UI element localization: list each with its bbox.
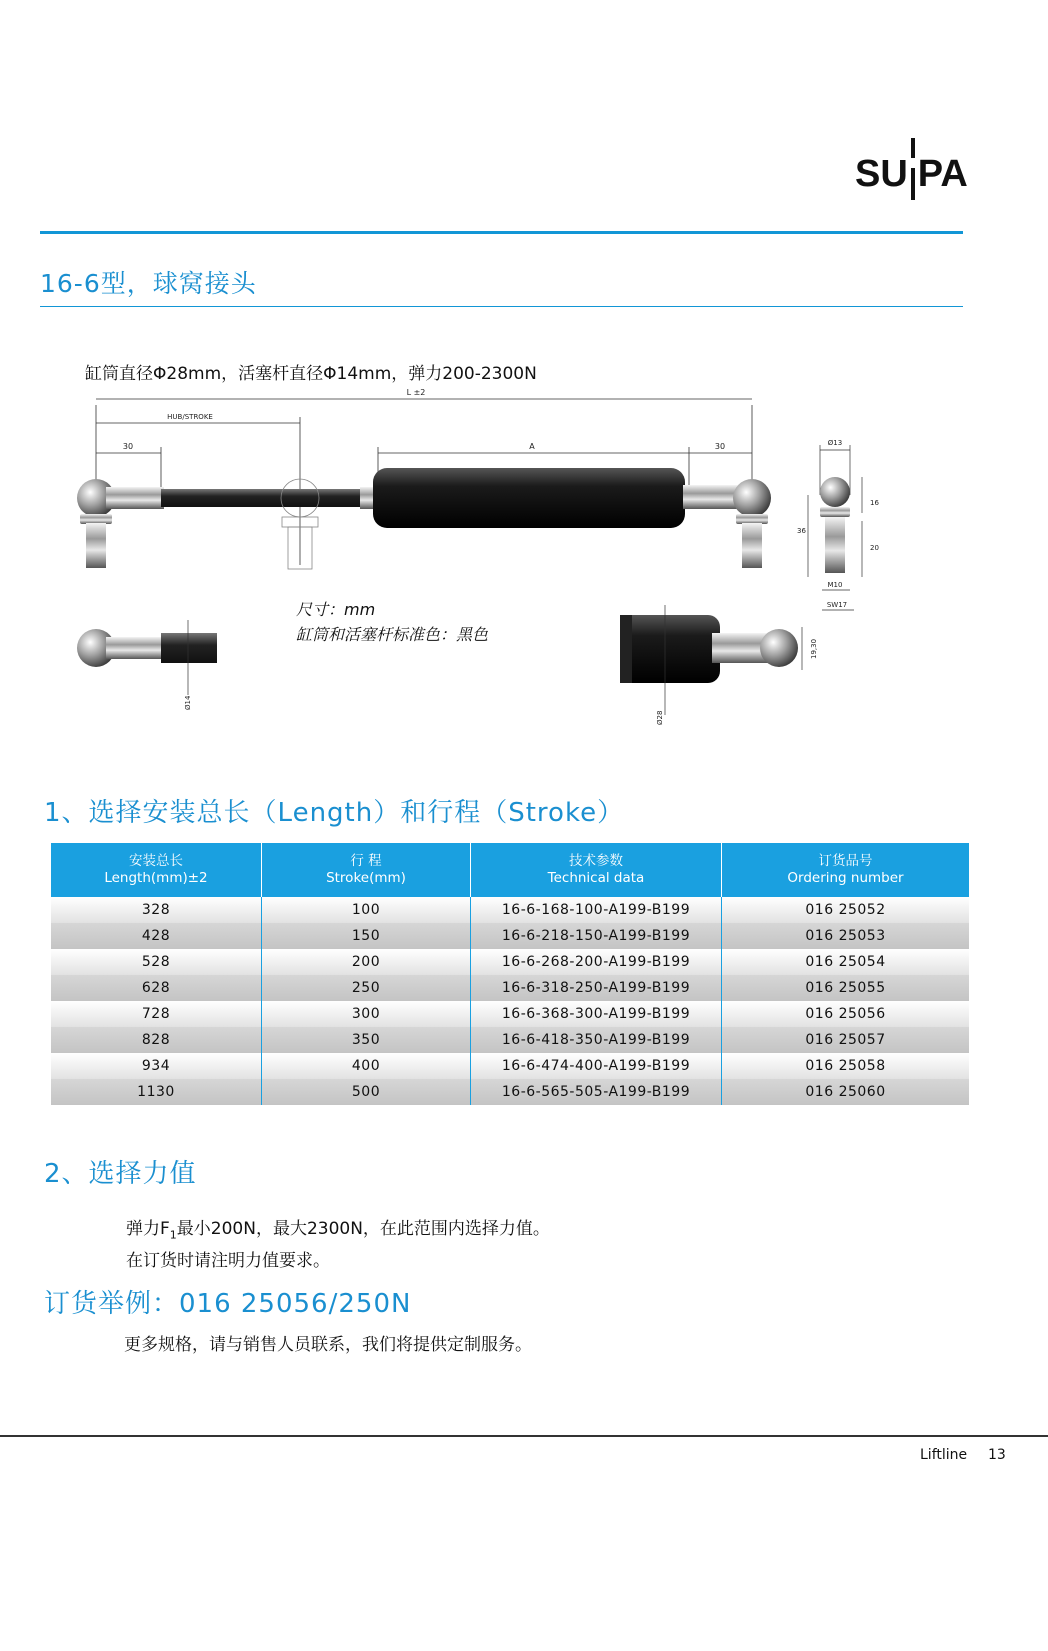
order-example: 订货举例：016 25056/250N xyxy=(44,1289,412,1319)
logo-bar xyxy=(911,138,915,200)
footer-rule xyxy=(0,1435,1048,1437)
dim-1930: 19,30 xyxy=(810,638,818,659)
cell-ordering: 016 25052 xyxy=(722,897,970,923)
header-length xyxy=(51,843,262,897)
header-technical xyxy=(471,843,722,897)
dim-16: 16 xyxy=(870,499,879,507)
cell-stroke: 250 xyxy=(262,975,471,1001)
suspa-logo xyxy=(855,152,968,200)
header-technical-cn: 技术参数 xyxy=(569,853,623,869)
cell-stroke: 400 xyxy=(262,1053,471,1079)
cell-technical: 16-6-368-300-A199-B199 xyxy=(471,1001,722,1027)
cell-stroke: 300 xyxy=(262,1001,471,1027)
header-stroke-en: Stroke(mm) xyxy=(326,870,406,886)
table-row xyxy=(51,975,969,1001)
cell-technical: 16-6-418-350-A199-B199 xyxy=(471,1027,722,1053)
dim-d13: Ø13 xyxy=(827,439,843,447)
section-title: 16-6型，球窝接头 xyxy=(40,269,257,298)
dim-m10: M10 xyxy=(827,581,843,589)
cell-length: 828 xyxy=(51,1027,262,1053)
cell-technical: 16-6-565-505-A199-B199 xyxy=(471,1079,722,1105)
table-row xyxy=(51,1079,969,1105)
cell-technical: 16-6-168-100-A199-B199 xyxy=(471,897,722,923)
dim-sw17: SW17 xyxy=(826,601,848,609)
dim-A: A xyxy=(529,442,535,451)
cell-technical: 16-6-318-250-A199-B199 xyxy=(471,975,722,1001)
logo-text-left: SU xyxy=(855,153,908,196)
header-ordering xyxy=(722,843,970,897)
cell-ordering: 016 25056 xyxy=(722,1001,970,1027)
page-number: 13 xyxy=(988,1447,1006,1463)
cell-stroke: 350 xyxy=(262,1027,471,1053)
cell-ordering: 016 25055 xyxy=(722,975,970,1001)
table-header-row xyxy=(51,843,969,897)
gas-spring-main xyxy=(77,468,771,569)
header-rule xyxy=(40,231,963,234)
cell-length: 428 xyxy=(51,923,262,949)
header-stroke xyxy=(262,843,471,897)
dim-20: 20 xyxy=(870,544,879,552)
detail-rod-end xyxy=(77,620,217,710)
cell-technical: 16-6-268-200-A199-B199 xyxy=(471,949,722,975)
dim-hub-stroke: HUB/STROKE xyxy=(167,413,213,421)
cell-ordering: 016 25057 xyxy=(722,1027,970,1053)
table-row xyxy=(51,1001,969,1027)
note-color: 缸筒和活塞杆标准色：黑色 xyxy=(296,625,489,644)
more-info: 更多规格，请与销售人员联系，我们将提供定制服务。 xyxy=(124,1335,532,1355)
side-view xyxy=(797,439,879,610)
cell-length: 328 xyxy=(51,897,262,923)
force-line-post: 最小200N，最大2300N，在此范围内选择力值。 xyxy=(176,1219,550,1239)
technical-drawing xyxy=(60,388,940,755)
header-length-en: Length(mm)±2 xyxy=(104,870,208,886)
table-row xyxy=(51,923,969,949)
header-ordering-cn: 订货品号 xyxy=(818,853,873,869)
footer-brand: Liftline xyxy=(920,1447,968,1463)
table-row xyxy=(51,897,969,923)
logo-text-right: PA xyxy=(917,153,968,196)
cell-length: 934 xyxy=(51,1053,262,1079)
force-line-2: 在订货时请注明力值要求。 xyxy=(126,1251,330,1271)
cell-length: 728 xyxy=(51,1001,262,1027)
cell-stroke: 200 xyxy=(262,949,471,975)
force-line-pre: 弹力F xyxy=(126,1219,170,1239)
cell-ordering: 016 25058 xyxy=(722,1053,970,1079)
detail-tube-end xyxy=(620,605,818,725)
cell-technical: 16-6-218-150-A199-B199 xyxy=(471,923,722,949)
cell-technical: 16-6-474-400-A199-B199 xyxy=(471,1053,722,1079)
dim-30-right: 30 xyxy=(714,442,726,451)
cell-length: 628 xyxy=(51,975,262,1001)
cell-stroke: 500 xyxy=(262,1079,471,1105)
table-row xyxy=(51,949,969,975)
dim-d14: Ø14 xyxy=(184,695,192,710)
cell-ordering: 016 25060 xyxy=(722,1079,970,1105)
spec-line: 缸筒直径Φ28mm，活塞杆直径Φ14mm，弹力200-2300N xyxy=(85,364,537,384)
header-stroke-cn: 行 程 xyxy=(350,853,382,869)
dim-36: 36 xyxy=(797,527,806,535)
step1-title: 1、选择安装总长（Length）和行程（Stroke） xyxy=(44,798,625,828)
dim-d28: Ø28 xyxy=(656,710,664,725)
cell-stroke: 150 xyxy=(262,923,471,949)
cell-ordering: 016 25054 xyxy=(722,949,970,975)
step2-title: 2、选择力值 xyxy=(44,1159,197,1189)
cell-length: 1130 xyxy=(51,1079,262,1105)
section-rule xyxy=(40,306,963,307)
table-row xyxy=(51,1053,969,1079)
dim-L: L ±2 xyxy=(406,388,426,397)
force-line-sub: 1 xyxy=(169,1228,177,1242)
note-units: 尺寸：mm xyxy=(296,600,376,619)
cell-length: 528 xyxy=(51,949,262,975)
header-technical-en: Technical data xyxy=(547,870,645,886)
table-row xyxy=(51,1027,969,1053)
header-length-cn: 安装总长 xyxy=(129,853,183,869)
dim-30-left: 30 xyxy=(122,442,134,451)
cell-stroke: 100 xyxy=(262,897,471,923)
cell-ordering: 016 25053 xyxy=(722,923,970,949)
force-line xyxy=(126,1214,550,1241)
spec-table xyxy=(51,843,969,1105)
header-ordering-en: Ordering number xyxy=(787,870,904,886)
